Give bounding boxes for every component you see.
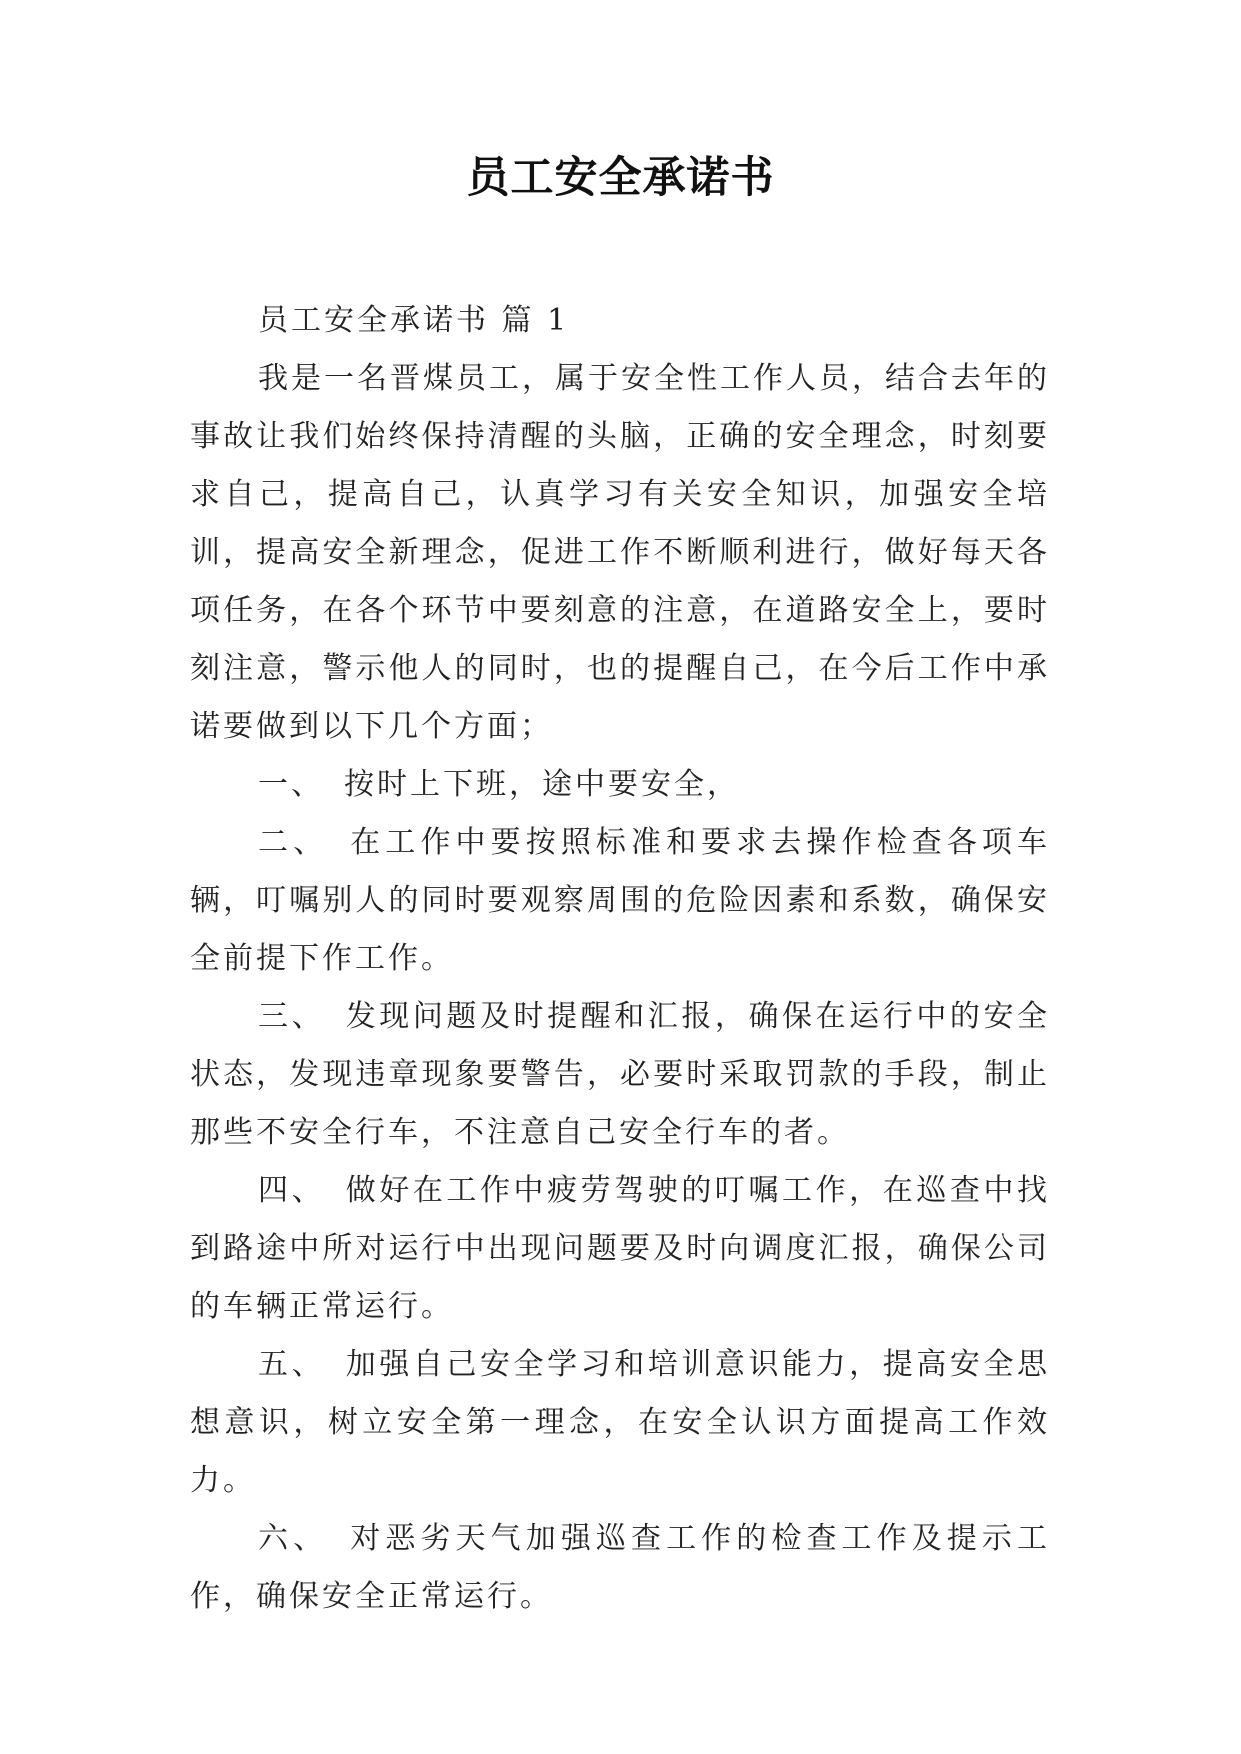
item-text: 加强自己安全学习和培训意识能力，提高安全思想意识，树立安全第一理念，在安全认识方面提高工作效力。 <box>190 1347 1051 1498</box>
document-title: 员工安全承诺书 <box>466 153 775 203</box>
commitment-item-6 <box>190 1510 1050 1626</box>
intro-paragraph: 我是一名晋煤员工，属于安全性工作人员，结合去年的事故让我们始终保持清醒的头脑，正确的安全理念，时刻要求自己，提高自己，认真学习有关安全知识，加强安全培训，提高安全新理念，促进工作不断顺利进行，做好每天各项任务，在各个环节中要刻意的注意，在道路安全上，要时刻注意，警示他人的同时，也的提醒自己，在今后工作中承诺要做到以下几个方面； <box>190 361 1050 744</box>
item-text: 发现问题及时提醒和汇报，确保在运行中的安全状态，发现违章现象要警告，必要时采取罚款的手段，制止那些不安全行车，不注意自己安全行车的者。 <box>190 999 1051 1150</box>
item-number: 二、 <box>258 825 329 860</box>
item-text: 对恶劣天气加强巡查工作的检查工作及提示工作，确保安全正常运行。 <box>190 1521 1051 1614</box>
document-body <box>190 292 1050 1626</box>
commitment-item-4 <box>190 1162 1050 1336</box>
item-text: 做好在工作中疲劳驾驶的叮嘱工作，在巡查中找到路途中所对运行中出现问题要及时向调度汇报，确保公司的车辆正常运行。 <box>190 1173 1051 1324</box>
item-number: 六、 <box>258 1521 329 1556</box>
item-number: 五、 <box>258 1347 326 1382</box>
commitment-item-1 <box>190 756 1050 814</box>
commitment-item-2 <box>190 814 1050 988</box>
item-number: 一、 <box>258 767 324 802</box>
item-text: 在工作中要按照标准和要求去操作检查各项车辆，叮嘱别人的同时要观察周围的危险因素和系数，确保安全前提下作工作。 <box>190 825 1051 976</box>
item-text: 按时上下班，途中要安全， <box>344 767 740 802</box>
section-heading: 员工安全承诺书 篇 1 <box>258 303 570 338</box>
item-number: 四、 <box>258 1173 326 1208</box>
commitment-item-5 <box>190 1336 1050 1510</box>
item-number: 三、 <box>258 999 326 1034</box>
commitment-item-3 <box>190 988 1050 1162</box>
